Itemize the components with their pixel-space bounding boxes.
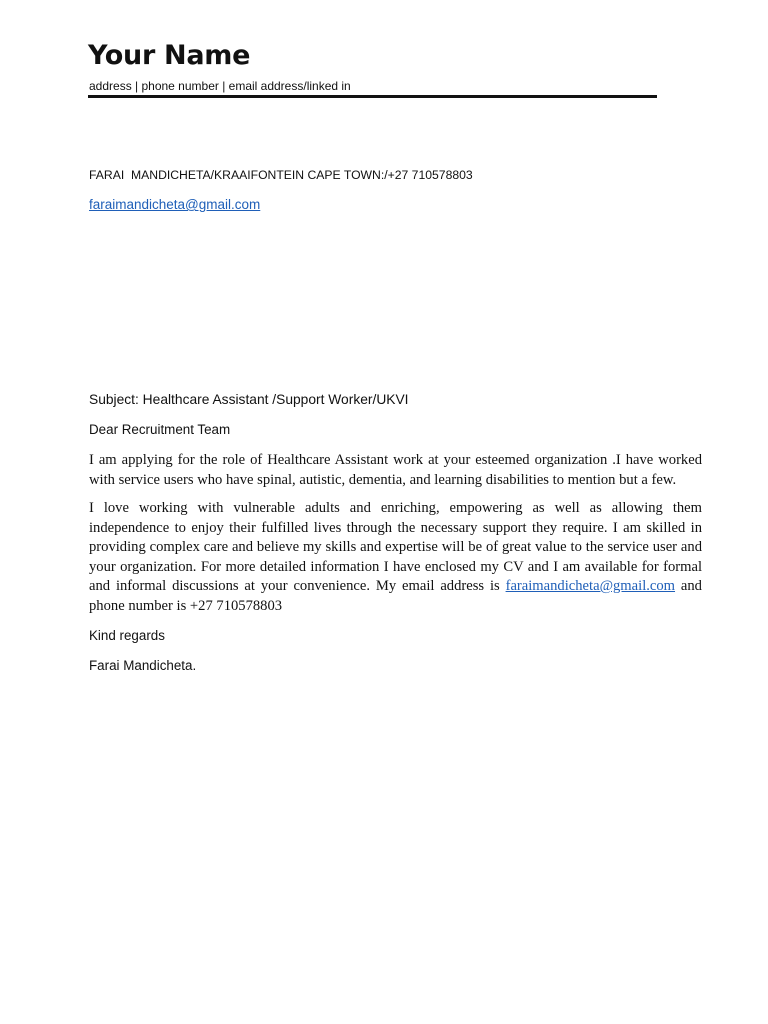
- paragraph-2-text: I love working with vulnerable adults and enriching, empowering as well as allowing them independence to enjoy their fulfilled lives through the necessary support they require. I am skilled in providing complex care and believe my skills and expertise will be of great value to the service user and your organization. For more detailed information I have enclosed my CV and I am available for formal and informal discussions at your convenience. My email address is: [89, 500, 702, 594]
- letter-closing: Kind regards: [89, 628, 165, 643]
- sender-address: FARAI MANDICHETA/KRAAIFONTEIN CAPE TOWN:/+27 710578803: [89, 168, 473, 182]
- sender-email-link[interactable]: faraimandicheta@gmail.com: [89, 197, 261, 212]
- contact-line: address | phone number | email address/linked in: [89, 79, 351, 93]
- header-divider: [88, 95, 657, 98]
- letter-subject: Subject: Healthcare Assistant /Support Worker/UKVI: [89, 392, 409, 407]
- letter-paragraph-1: I am applying for the role of Healthcare Assistant work at your esteemed organization .I have worked with service users who have spinal, autistic, dementia, and learning disabilities to mention but a few.: [89, 452, 702, 488]
- letter-paragraph-2: [89, 499, 702, 616]
- inline-email-link[interactable]: faraimandicheta@gmail.com: [505, 578, 676, 594]
- letter-greeting: Dear Recruitment Team: [89, 422, 231, 437]
- letter-signature: Farai Mandicheta.: [89, 658, 197, 673]
- page-title: Your Name: [88, 40, 251, 71]
- paragraph-2-tail: and phone number is +27 710578803: [89, 578, 702, 614]
